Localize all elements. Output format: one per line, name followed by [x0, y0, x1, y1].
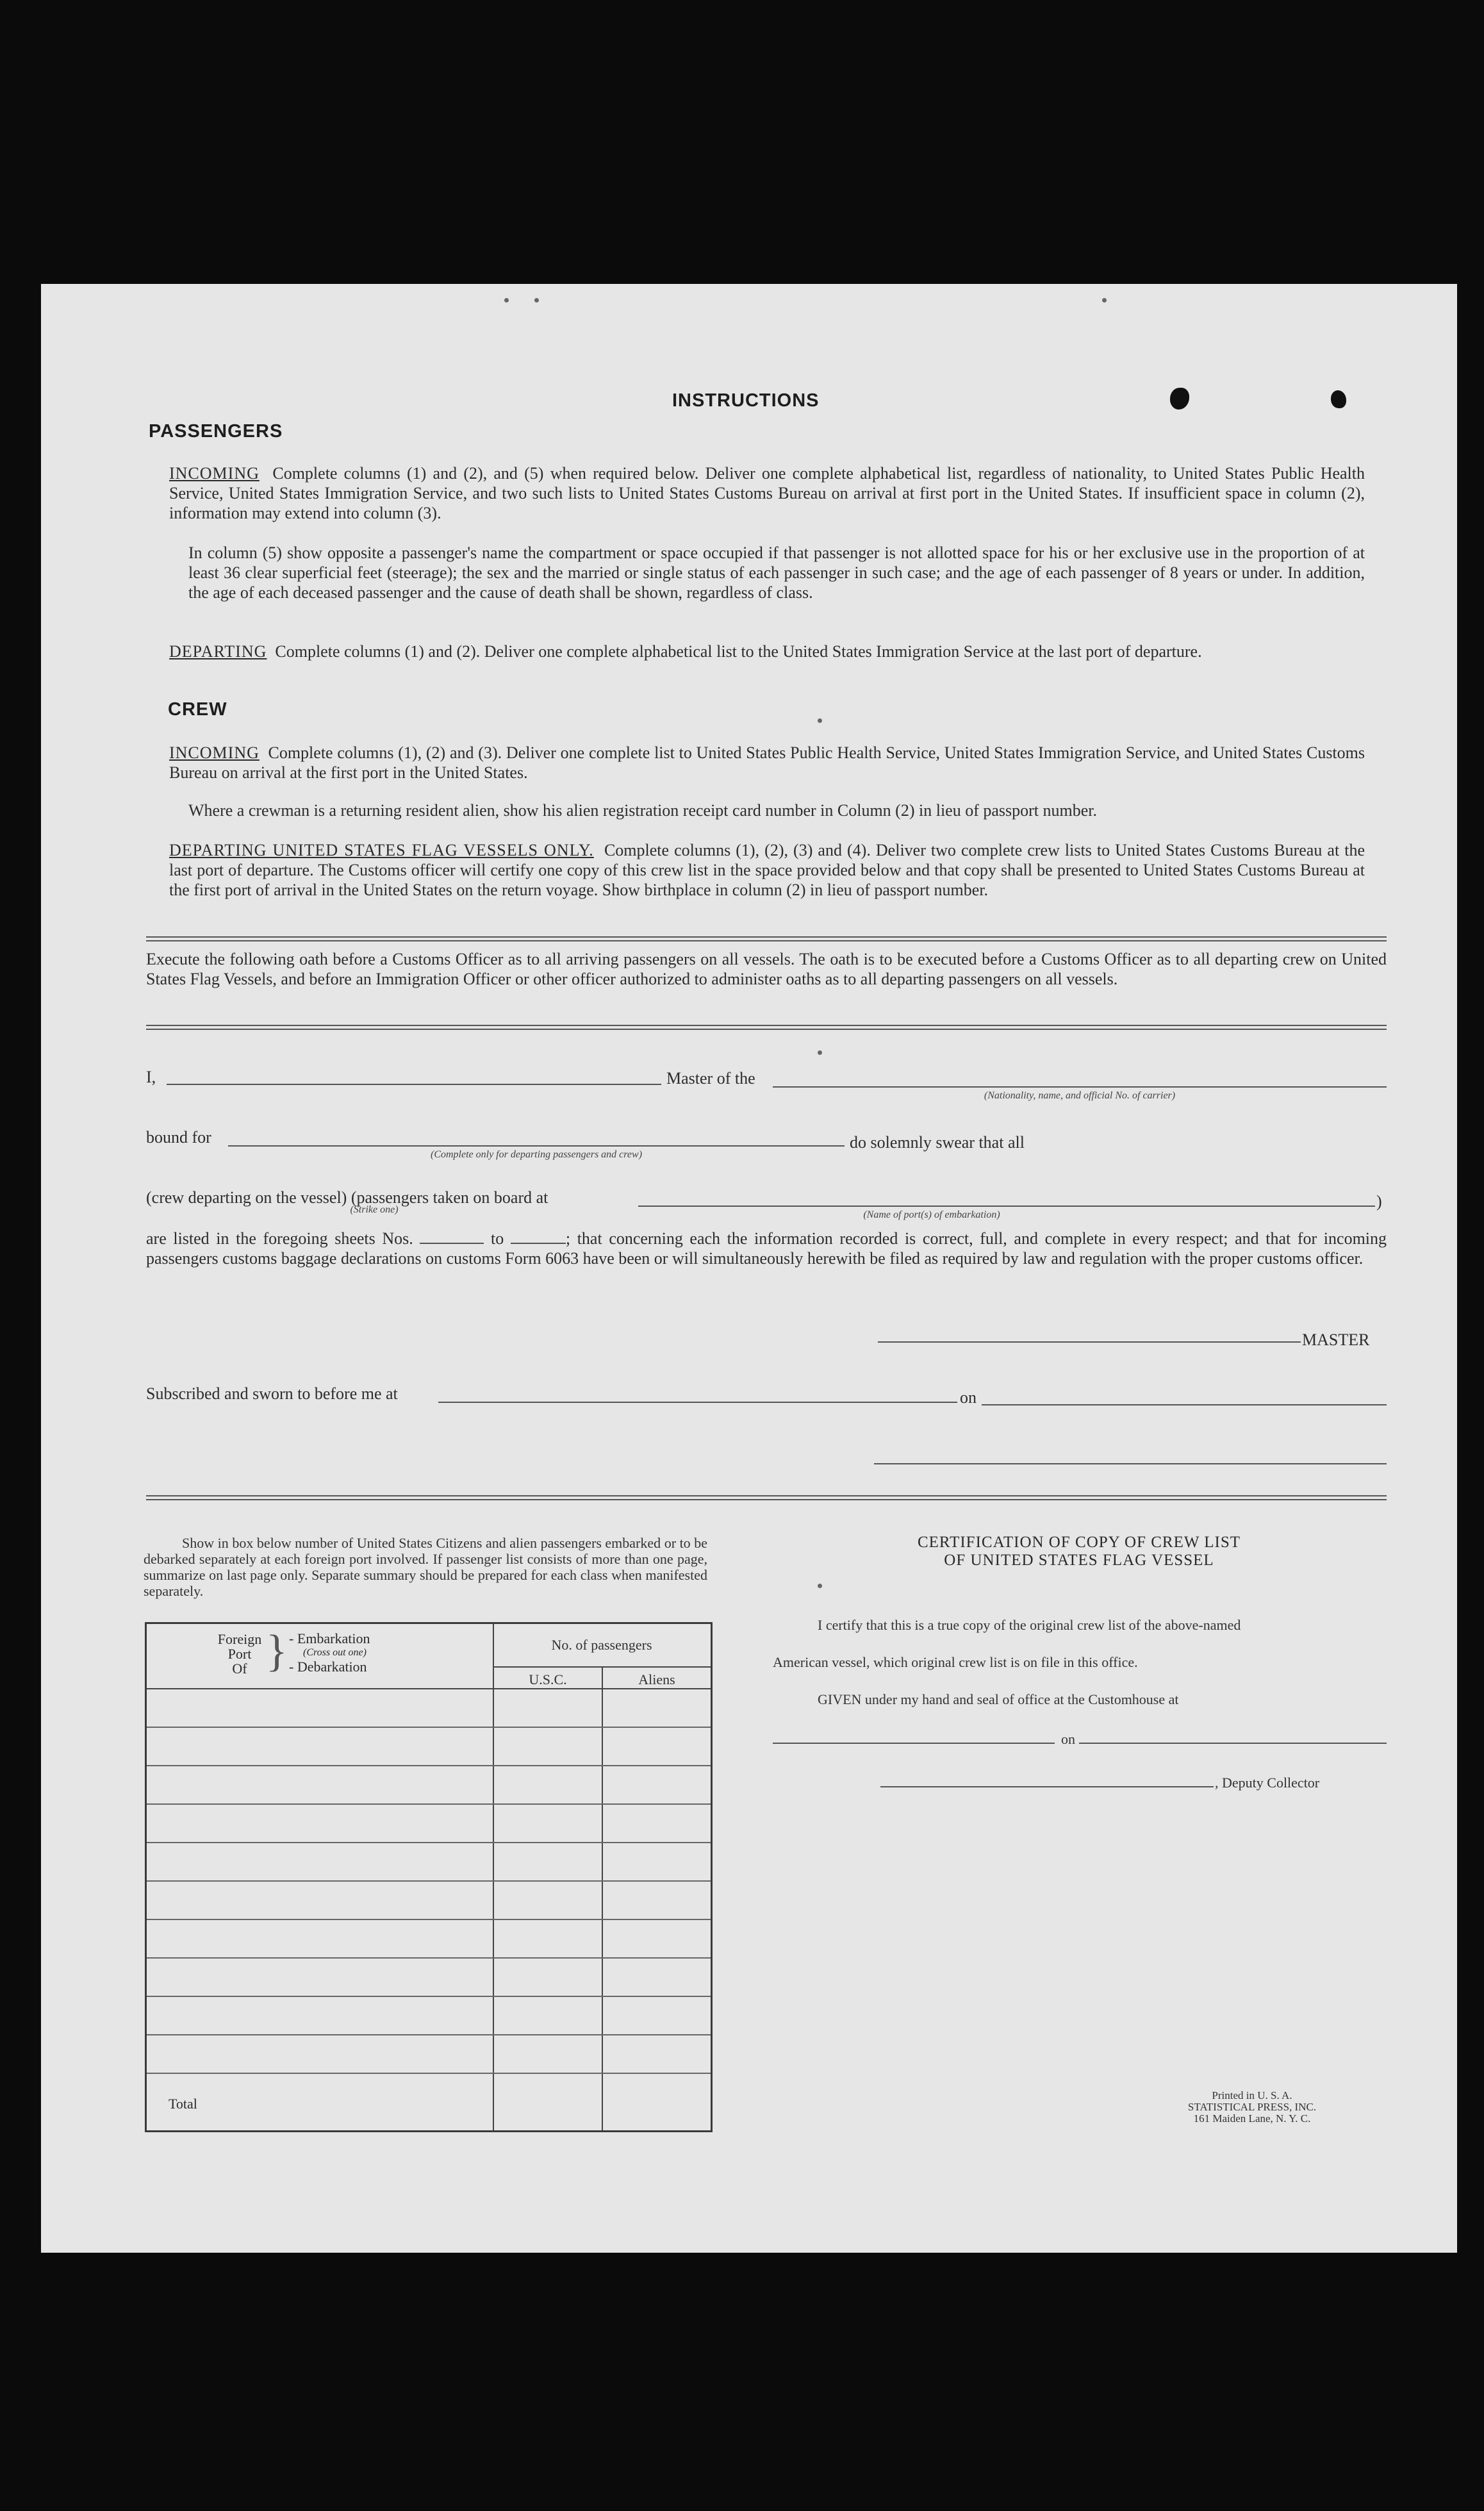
nationality-caption: (Nationality, name, and official No. of carrier)	[984, 1090, 1176, 1101]
passenger-summary-table	[145, 1622, 713, 2132]
cert-date-field[interactable]	[1079, 1743, 1387, 1744]
speck	[504, 298, 509, 302]
deputy-signature-field[interactable]	[880, 1786, 1214, 1787]
table-row	[147, 1880, 711, 1882]
table-row	[147, 2073, 711, 2074]
divider	[146, 936, 1387, 938]
header-bottom-rule	[147, 1688, 711, 1689]
printer-line3: 161 Maiden Lane, N. Y. C.	[1193, 2112, 1311, 2125]
ink-blot	[1331, 390, 1346, 408]
carrier-field[interactable]	[773, 1086, 1387, 1088]
sworn-date-field[interactable]	[982, 1404, 1387, 1405]
speck	[818, 1584, 822, 1588]
table-row	[147, 1842, 711, 1843]
summary-instructions: Show in box below number of United States Citizens and alien passengers embarked or to be debarked separately at each foreign port involved. If passenger list consists of more than one page, summarize on last page only. Separate summary should be prepared for each class when manifested separately.	[144, 1535, 707, 1599]
i-label: I,	[146, 1068, 156, 1086]
instructions-title: INSTRUCTIONS	[672, 390, 820, 411]
ports-caption: (Name of port(s) of embarkation)	[863, 1209, 1000, 1220]
foreign-label: Foreign	[217, 1631, 262, 1647]
debarkation-label: - Debarkation	[289, 1659, 367, 1675]
sworn-place-field[interactable]	[438, 1402, 957, 1403]
given-text: GIVEN under my hand and seal of office at the Customhouse at	[818, 1691, 1179, 1707]
departing-us-paragraph	[169, 840, 1365, 900]
cert-title-line1: CERTIFICATION OF COPY OF CREW LIST	[917, 1534, 1241, 1551]
divider	[146, 1025, 1387, 1026]
embarkation-label: - Embarkation	[289, 1630, 370, 1646]
table-row	[147, 1765, 711, 1766]
col-divider	[493, 1624, 494, 2130]
listed-to: to	[491, 1229, 504, 1248]
divider	[146, 940, 1387, 941]
brace: }	[266, 1627, 288, 1676]
crew-heading: CREW	[168, 699, 227, 720]
cert-title-line2: OF UNITED STATES FLAG VESSEL	[944, 1552, 1214, 1569]
table-row	[147, 1919, 711, 1920]
divider	[146, 1029, 1387, 1030]
sworn-on-label: on	[960, 1388, 977, 1407]
departing-label: DEPARTING	[169, 642, 267, 661]
master-label: MASTER	[1302, 1330, 1370, 1349]
deputy-collector-label: , Deputy Collector	[1215, 1775, 1320, 1791]
speck	[534, 298, 539, 302]
ink-blot	[1170, 388, 1189, 410]
certify-line1: I certify that this is a true copy of the original crew list of the above-named	[818, 1617, 1241, 1633]
port-label: Port	[227, 1646, 252, 1662]
crew-incoming-paragraph	[169, 743, 1365, 783]
listed-text-b: ; that concerning each the information recorded is correct, full, and complete in every respect; and that for incoming passengers customs baggage declarations on customs Form 6063 have been or will simultaneously herewith be filed as required by law and regulation with the proper customs officer.	[146, 1229, 1387, 1268]
departing-us-text: Complete columns (1), (2), (3) and (4). Deliver two complete crew lists to United States Customs Bureau at the last port of departure. The Customs officer will certify one copy of this crew list in the space provided below and that copy shall be presented to United States Customs Bureau at the first port of arrival in the United States on the return voyage. Show birthplace in column (2) in lieu of passport number.	[169, 841, 1365, 899]
printer-line2: STATISTICAL PRESS, INC.	[1187, 2101, 1317, 2113]
printer-imprint	[1130, 2090, 1374, 2125]
total-label: Total	[169, 2096, 197, 2112]
divider	[146, 1499, 1387, 1500]
column5-paragraph: In column (5) show opposite a passenger's name the compartment or space occupied if that passenger is not allotted space for his or her exclusive use in the proportion of at least 36 clear superficial feet (steerage); the sex and the married or single status of each passenger in such case; and the age of each passenger of 8 years or under. In addition, the age of each deceased passenger and the cause of death shall be shown, regardless of class.	[188, 543, 1365, 602]
table-row	[147, 2034, 711, 2035]
incoming-text: Complete columns (1) and (2), and (5) when required below. Deliver one complete alphabetical list, regardless of nationality, to United States Public Health Service, United States Immigration Service, and two such lists to United States Customs Bureau on arrival at first port in the United States. If insufficient space in column (2), information may extend into column (3).	[169, 464, 1365, 522]
solemnly-swear-label: do solemnly swear that all	[850, 1133, 1025, 1152]
table-row	[147, 1996, 711, 1997]
embarkation-ports-field[interactable]	[638, 1206, 1375, 1207]
aliens-header: Aliens	[638, 1671, 675, 1687]
certify-line2: American vessel, which original crew list is on file in this office.	[773, 1654, 1138, 1670]
officer-signature-field[interactable]	[874, 1463, 1387, 1464]
master-signature-field[interactable]	[878, 1341, 1301, 1343]
master-name-field[interactable]	[167, 1084, 661, 1085]
crew-incoming-label: INCOMING	[169, 743, 260, 762]
crew-departing-label: (crew departing on the vessel) (passengers taken on board at	[146, 1188, 548, 1207]
passengers-heading: PASSENGERS	[149, 421, 283, 442]
table-row	[147, 1727, 711, 1728]
certification-title	[771, 1534, 1387, 1570]
subscribed-label: Subscribed and sworn to before me at	[146, 1384, 398, 1403]
sheet-from-field[interactable]	[420, 1230, 484, 1244]
speck	[818, 1050, 822, 1055]
passengers-incoming-paragraph	[169, 463, 1365, 523]
printer-line1: Printed in U. S. A.	[1212, 2089, 1292, 2101]
customhouse-field[interactable]	[773, 1743, 1055, 1744]
strike-one-caption: (Strike one)	[350, 1204, 399, 1215]
foreign-port-of	[217, 1632, 262, 1676]
complete-only-caption: (Complete only for departing passengers and crew)	[430, 1149, 643, 1160]
cross-out-caption: (Cross out one)	[303, 1647, 367, 1658]
departing-us-label: DEPARTING UNITED STATES FLAG VESSELS ONLY.	[169, 841, 594, 859]
speck	[818, 718, 822, 723]
close-paren: )	[1376, 1192, 1382, 1211]
table-row	[147, 1803, 711, 1805]
passengers-departing-paragraph	[169, 642, 1365, 661]
incoming-label: INCOMING	[169, 464, 260, 483]
crewman-paragraph: Where a crewman is a returning resident alien, show his alien registration receipt card number in Column (2) in lieu of passport number.	[188, 801, 1098, 820]
speck	[1102, 298, 1107, 302]
master-of-the-label: Master of the	[666, 1069, 755, 1088]
crew-incoming-text: Complete columns (1), (2) and (3). Deliver one complete list to United States Public Health Service, United States Immigration Service, and United States Customs Bureau on arrival at the first port in the United States.	[169, 743, 1365, 782]
listed-paragraph	[146, 1229, 1387, 1268]
sheet-to-field[interactable]	[511, 1230, 566, 1244]
bound-for-label: bound for	[146, 1128, 211, 1147]
form-sheet	[41, 284, 1457, 2253]
no-of-passengers-header: No. of passengers	[551, 1637, 652, 1653]
table-row	[147, 1957, 711, 1959]
departing-text: Complete columns (1) and (2). Deliver one complete alphabetical list to the United States Immigration Service at the last port of departure.	[275, 642, 1202, 661]
port-header	[147, 1624, 494, 1688]
of-label: Of	[232, 1661, 247, 1677]
listed-text-a: are listed in the foregoing sheets Nos.	[146, 1229, 413, 1248]
cert-on-label: on	[1061, 1731, 1075, 1747]
col-divider	[602, 1666, 603, 2130]
oath-intro: Execute the following oath before a Customs Officer as to all arriving passengers on all vessels. The oath is to be executed before a Customs Officer as to all departing crew on United States Flag Vessels, and before an Immigration Officer or other officer authorized to administer oaths as to all departing passengers on all vessels.	[146, 950, 1387, 988]
embark-options	[289, 1632, 370, 1674]
bound-for-field[interactable]	[228, 1145, 845, 1147]
usc-header: U.S.C.	[529, 1671, 567, 1687]
divider	[146, 1495, 1387, 1496]
